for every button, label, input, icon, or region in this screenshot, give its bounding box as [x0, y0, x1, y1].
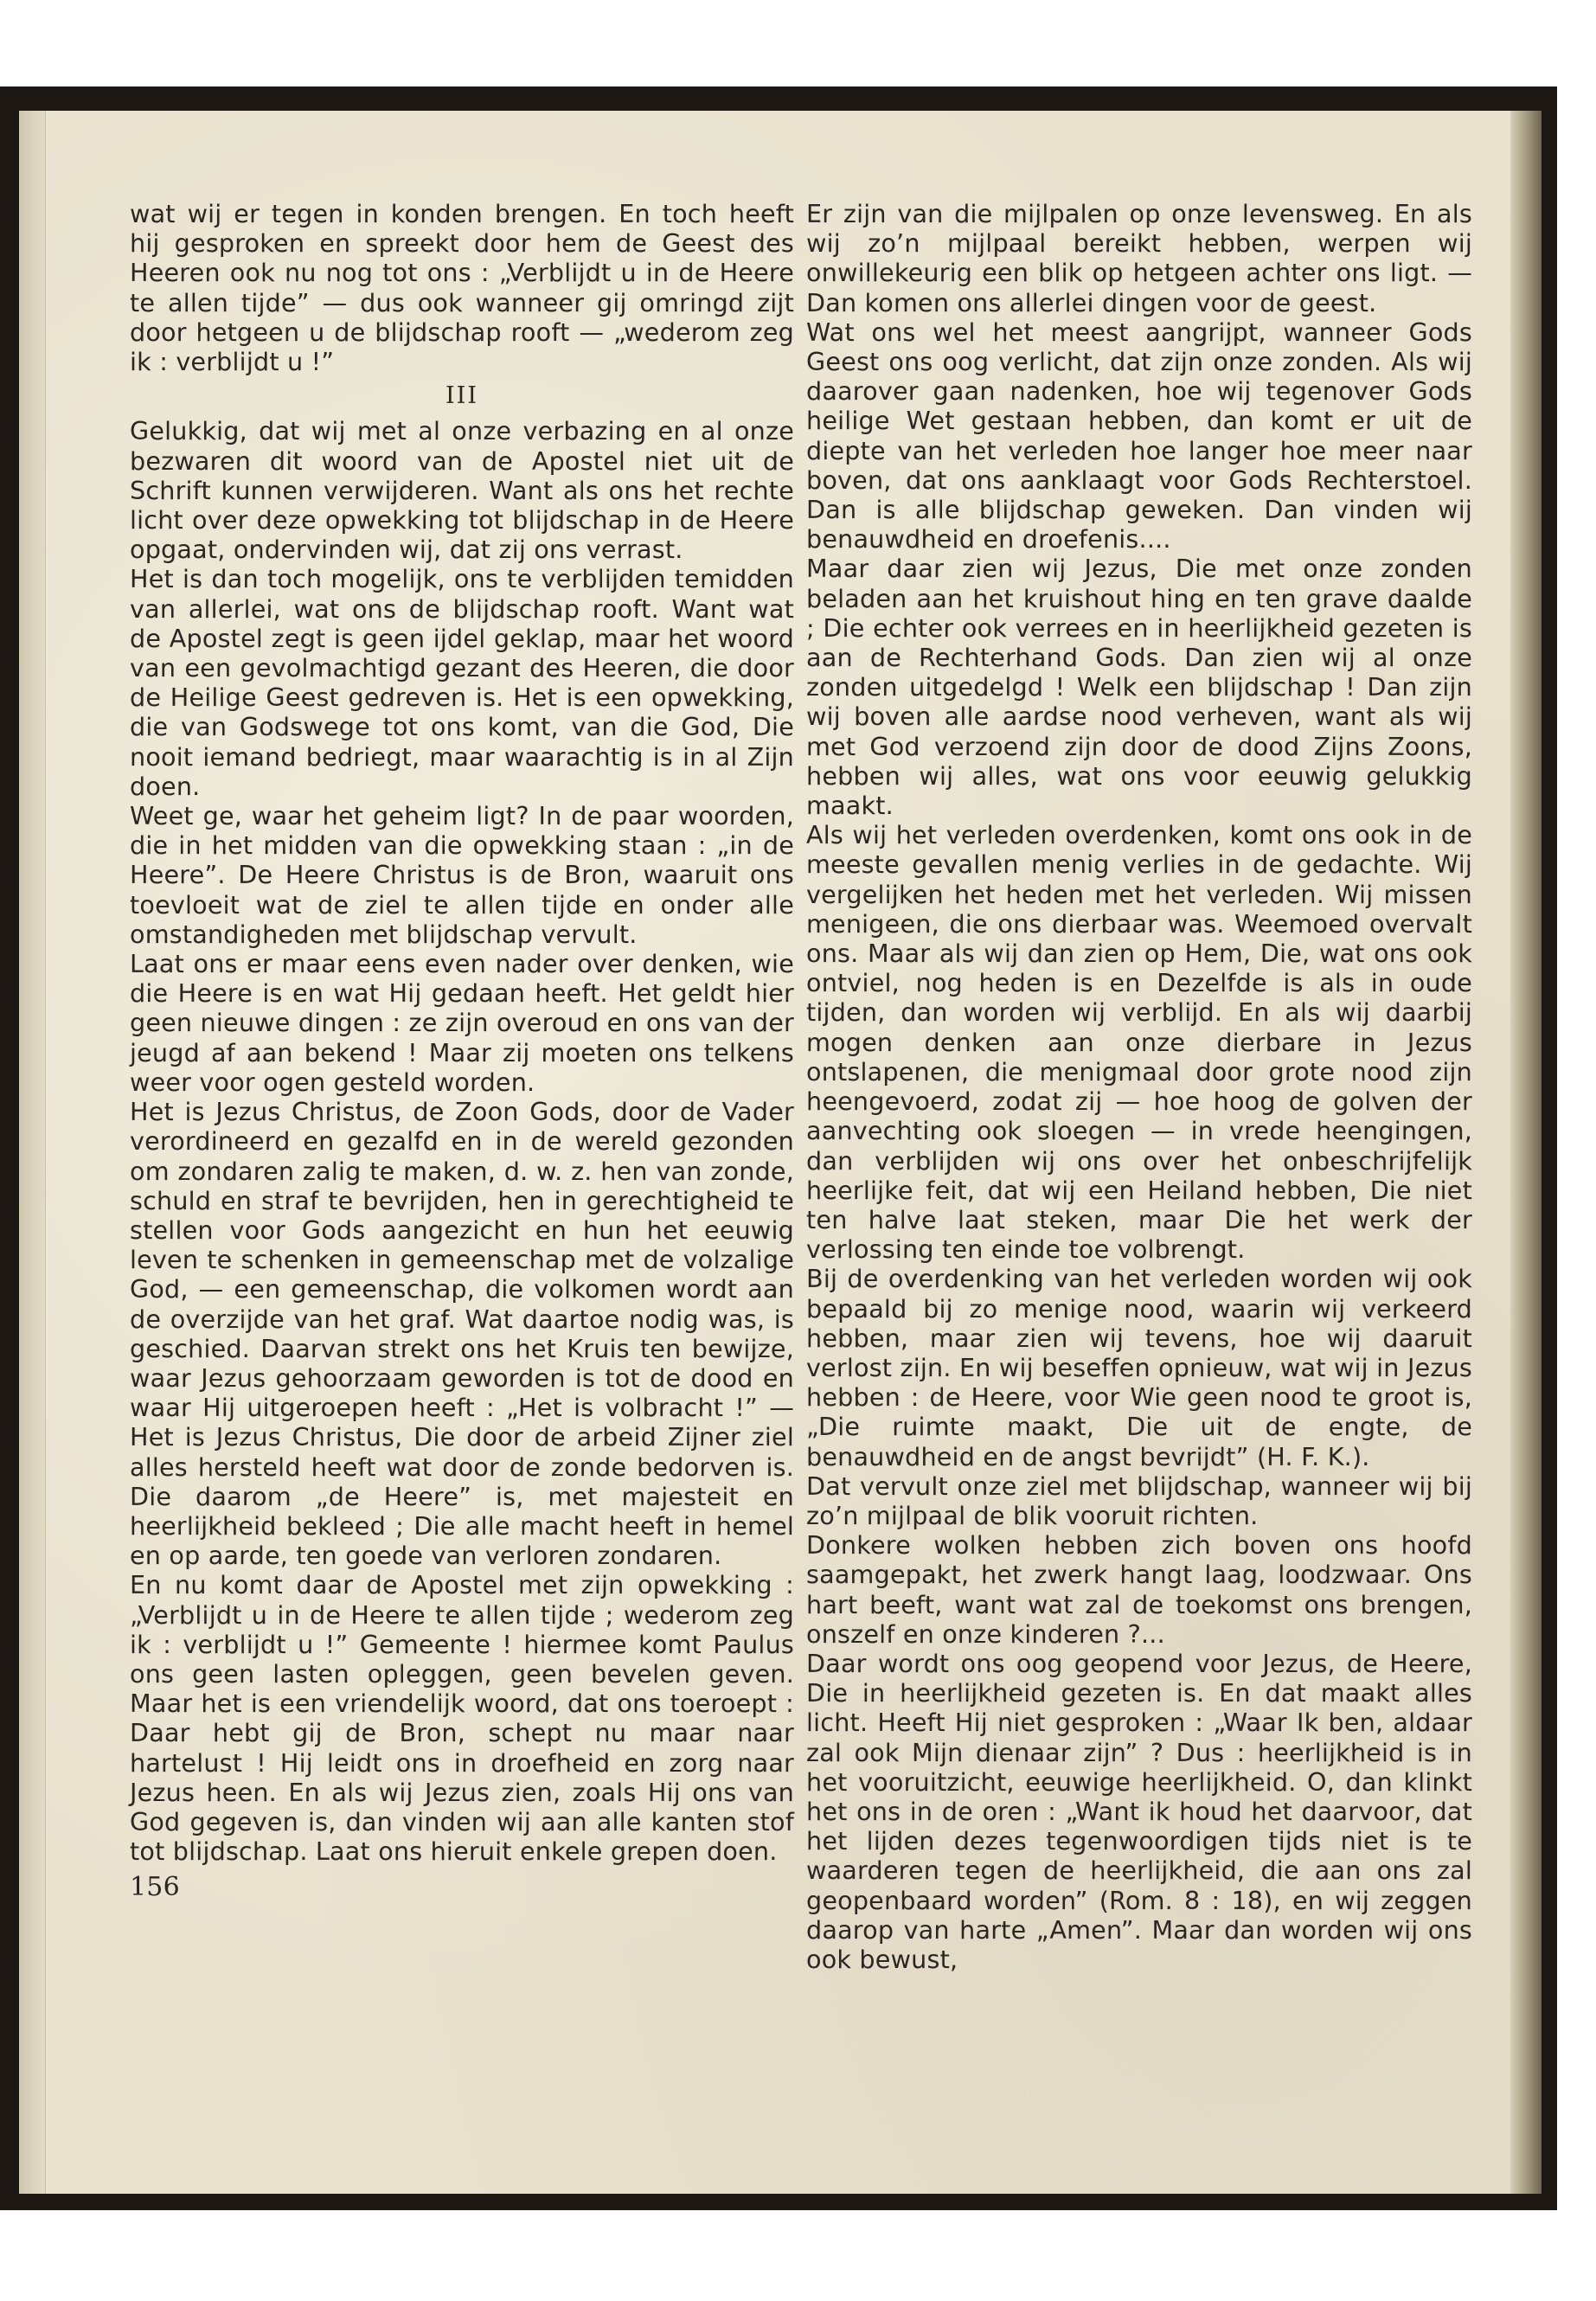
paragraph: Laat ons er maar eens even nader over denken, wie die Heere is en wat Hij gedaan heeft. Het geldt hier geen nieuwe dingen : ze zijn overoud en ons van der jeugd af aan bekend ! Maar zij moeten ons telkens weer voor ogen gesteld worden.: [130, 949, 794, 1097]
paragraph: Het is Jezus Christus, de Zoon Gods, door de Vader verordineerd en gezalfd en in de wereld gezonden om zondaren zalig te maken, d. w. z. hen van zonde, schuld en straf te bevrijden, hen in gerechtigheid te stellen voor Gods aangezicht en hun het eeuwig leven te schenken in gemeenschap met de volzalige God, — een gemeenschap, die volkomen wordt aan de overzijde van het graf. Wat daartoe nodig was, is geschied. Daarvan strekt ons het Kruis ten bewijze, waar Jezus gehoorzaam geworden is tot de dood en waar Hij uitgeroepen heeft : „Het is volbracht !” — Het is Jezus Christus, Die door de arbeid Zijner ziel alles hersteld heeft wat door de zonde bedorven is. Die daarom „de Heere” is, met majesteit en heerlijkheid bekleed ; Die alle macht heeft in hemel en op aarde, ten goede van verloren zondaren.: [130, 1097, 794, 1571]
page-gutter-left: [19, 111, 46, 2194]
paragraph: Bij de overdenking van het verleden worden wij ook bepaald bij zo menige nood, waarin wij verkeerd hebben, maar zien wij tevens, hoe wij daaruit verlost zijn. En wij beseffen opnieuw, wat wij in Jezus hebben : de Heere, voor Wie geen nood te groot is, „Die ruimte maakt, Die uit de engte, de benauwdheid en de angst bevrijdt” (H. F. K.).: [806, 1264, 1472, 1471]
paragraph: Dat vervult onze ziel met blijdschap, wanneer wij bij zo’n mijlpaal de blik vooruit richten.: [806, 1471, 1472, 1530]
section-heading: III: [445, 382, 478, 410]
paragraph: Het is dan toch mogelijk, ons te verblijden temidden van allerlei, wat ons de blijdschap rooft. Want wat de Apostel zegt is geen ijdel geklap, maar het woord van een gevolmachtigd gezant des Heeren, die door de Heilige Geest gedreven is. Het is een opwekking, die van Godswege tot ons komt, van die God, Die nooit iemand bedriegt, maar waarachtig is in al Zijn doen.: [130, 564, 794, 801]
paragraph: Donkere wolken hebben zich boven ons hoofd saamgepakt, het zwerk hangt laag, loodzwaar. Ons hart beeft, want wat zal de toekomst ons brengen, onszelf en onze kinderen ?...: [806, 1530, 1472, 1649]
paragraph: Gelukkig, dat wij met al onze verbazing en al onze bezwaren dit woord van de Apostel niet uit de Schrift kunnen verwijderen. Want als ons het rechte licht over deze opwekking tot blijdschap in de Heere opgaat, ondervinden wij, dat zij ons verrast.: [130, 416, 794, 565]
paragraph: Wat ons wel het meest aangrijpt, wanneer Gods Geest ons oog verlicht, dat zijn onze zonden. Als wij daarover gaan nadenken, hoe wij tegenover Gods heilige Wet gestaan hebben, dan komt er uit de diepte van het verleden hoe langer hoe meer naar boven, dat ons aanklaagt voor Gods Rechterstoel. Dan is alle blijdschap geweken. Dan vinden wij benauwdheid en droefenis....: [806, 317, 1472, 554]
paragraph: Weet ge, waar het geheim ligt? In de paar woorden, die in het midden van die opwekking staan : „in de Heere”. De Heere Christus is de Bron, waaruit ons toevloeit wat de ziel te allen tijde en onder alle omstandigheden met blijdschap vervult.: [130, 801, 794, 949]
left-text-column: [130, 199, 794, 1903]
paragraph: Maar daar zien wij Jezus, Die met onze zonden beladen aan het kruishout hing en ten grave daalde ; Die echter ook verrees en in heerlijkheid gezeten is aan de Rechterhand Gods. Dan zien wij al onze zonden uitgedelgd ! Welk een blijdschap ! Dan zijn wij boven alle aardse nood verheven, want als wij met God verzoend zijn door de dood Zijns Zoons, hebben wij alles, wat ons voor eeuwig gelukkig maakt.: [806, 554, 1472, 821]
paragraph: En nu komt daar de Apostel met zijn opwekking : „Verblijdt u in de Heere te allen tijde ; wederom zeg ik : verblijdt u !” Gemeente ! hiermee komt Paulus ons geen lasten opleggen, geen bevelen geven. Maar het is een vriendelijk woord, dat ons toeroept : Daar hebt gij de Bron, schept nu maar naar hartelust ! Hij leidt ons in droefheid en zorg naar Jezus heen. En als wij Jezus zien, zoals Hij ons van God gegeven is, dan vinden wij aan alle kanten stof tot blijdschap. Laat ons hieruit enkele grepen doen.: [130, 1570, 794, 1867]
right-text-column: [806, 199, 1472, 1974]
page-number: 156: [130, 1872, 180, 1903]
page-binding-right: [1510, 111, 1542, 2194]
paragraph: Er zijn van die mijlpalen op onze levensweg. En als wij zo’n mijlpaal bereikt hebben, werpen wij onwillekeurig een blik op hetgeen achter ons ligt. — Dan komen ons allerlei dingen voor de geest.: [806, 199, 1472, 317]
paragraph: Als wij het verleden overdenken, komt ons ook in de meeste gevallen menig verlies in de gedachte. Wij vergelijken het heden met het verleden. Wij missen menigeen, die ons dierbaar was. Weemoed overvalt ons. Maar als wij dan zien op Hem, Die, wat ons ook ontviel, nog heden is en Dezelfde is als in oude tijden, dan worden wij verblijd. En als wij daarbij mogen denken aan onze dierbare in Jezus ontslapenen, die menigmaal door grote nood zijn heengevoerd, zodat zij — hoe hoog de golven der aanvechting ook sloegen — in vrede heengingen, dan verblijden wij ons over het onbeschrijfelijk heerlijke feit, dat wij een Heiland hebben, Die niet ten halve laat steken, maar Die het werk der verlossing ten einde toe volbrengt.: [806, 820, 1472, 1265]
paragraph: wat wij er tegen in konden brengen. En toch heeft hij gesproken en spreekt door hem de Geest des Heeren ook nu nog tot ons : „Verblijdt u in de Heere te allen tijde” — dus ook wanneer gij omringd zijt door hetgeen u de blijdschap rooft — „wederom zeg ik : verblijdt u !”: [130, 199, 794, 377]
book-page: [19, 111, 1542, 2194]
paragraph: Daar wordt ons oog geopend voor Jezus, de Heere, Die in heerlijkheid gezeten is. En dat maakt alles licht. Heeft Hij niet gesproken : „Waar Ik ben, aldaar zal ook Mijn dienaar zijn” ? Dus : heerlijkheid is in het vooruitzicht, eeuwige heerlijkheid. O, dan klinkt het ons in de oren : „Want ik houd het daarvoor, dat het lijden dezes tegenwoordigen tijds niet is te waarderen tegen de heerlijkheid, die aan ons zal geopenbaard worden” (Rom. 8 : 18), en wij zeggen daarop van harte „Amen”. Maar dan worden wij ons ook bewust,: [806, 1648, 1472, 1974]
